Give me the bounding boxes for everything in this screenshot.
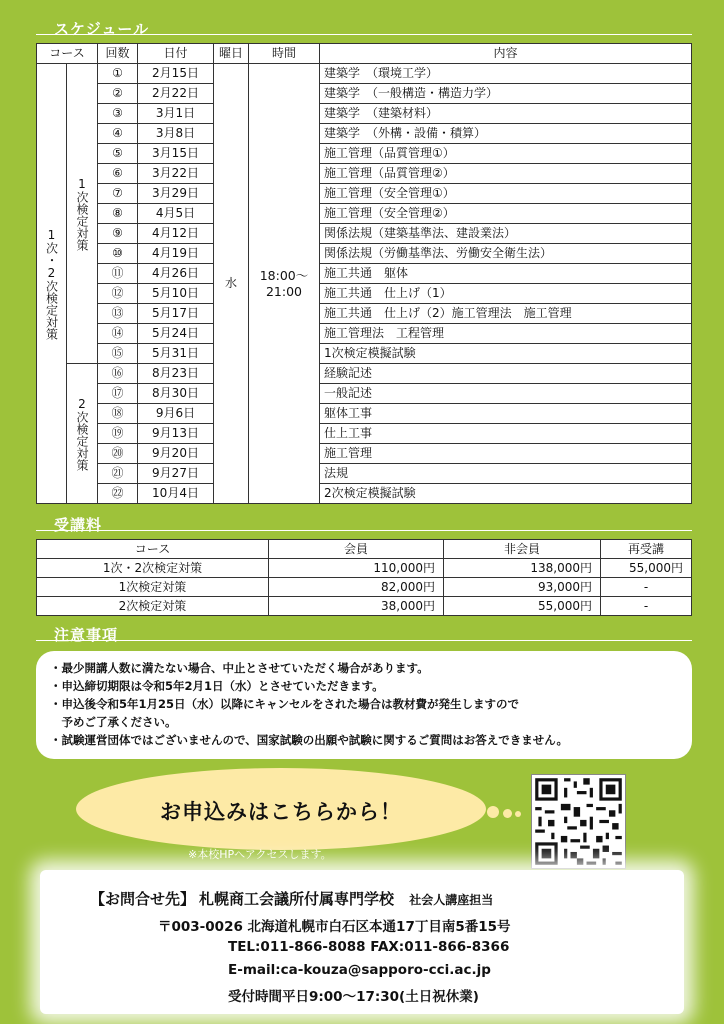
bubble-dot xyxy=(503,809,512,818)
session-number: ⑬ xyxy=(98,304,138,324)
notes-section-header xyxy=(36,624,692,644)
session-date: 9月20日 xyxy=(138,444,214,464)
course-1-cell xyxy=(67,64,98,364)
table-row xyxy=(37,464,692,484)
table-row xyxy=(37,244,692,264)
session-number: ⑪ xyxy=(98,264,138,284)
session-number: ⑮ xyxy=(98,344,138,364)
session-number: ⑰ xyxy=(98,384,138,404)
session-content: 建築学 （建築材料） xyxy=(320,104,692,124)
table-row xyxy=(37,364,692,384)
divider xyxy=(36,34,692,35)
session-date: 10月4日 xyxy=(138,484,214,504)
session-date: 2月22日 xyxy=(138,84,214,104)
course-2-label: 2次検定対策 xyxy=(75,396,89,471)
table-row xyxy=(37,324,692,344)
fee-member: 110,000円 xyxy=(269,559,444,578)
schedule-header-row xyxy=(37,44,692,64)
session-date: 4月5日 xyxy=(138,204,214,224)
session-date: 5月31日 xyxy=(138,344,214,364)
table-row xyxy=(37,484,692,504)
contact-label: 【お問合せ先】 xyxy=(90,890,196,908)
session-number: ⑤ xyxy=(98,144,138,164)
session-date: 3月1日 xyxy=(138,104,214,124)
session-content: 施工管理（安全管理①） xyxy=(320,184,692,204)
session-date: 4月19日 xyxy=(138,244,214,264)
session-number: ⑩ xyxy=(98,244,138,264)
divider xyxy=(36,640,692,641)
session-date: 2月15日 xyxy=(138,64,214,84)
fee-nonmember: 93,000円 xyxy=(444,578,601,597)
table-row xyxy=(37,204,692,224)
table-row xyxy=(37,424,692,444)
note-item: ・申込後令和5年1月25日（水）以降にキャンセルをされた場合は教材費が発生しますので xyxy=(50,697,520,711)
session-content: 一般記述 xyxy=(320,384,692,404)
qr-code[interactable] xyxy=(531,774,626,869)
schedule-heading: スケジュール xyxy=(54,20,150,38)
contact-address: 〒003-0026 北海道札幌市白石区本通17丁目南5番15号 xyxy=(158,919,511,935)
weekday-cell: 水 xyxy=(214,64,249,504)
course-main-label: 1次・2次検定対策 xyxy=(44,227,59,340)
fee-member: 82,000円 xyxy=(269,578,444,597)
fee-retake: - xyxy=(601,578,692,597)
table-row xyxy=(37,144,692,164)
course-main-cell xyxy=(37,64,67,504)
contact-heading xyxy=(90,888,493,909)
table-row xyxy=(37,444,692,464)
session-date: 9月13日 xyxy=(138,424,214,444)
divider xyxy=(36,530,692,531)
contact-box xyxy=(40,870,684,1014)
fee-retake: 55,000円 xyxy=(601,559,692,578)
table-row xyxy=(37,344,692,364)
schedule-table xyxy=(36,43,692,504)
fee-course: 2次検定対策 xyxy=(37,597,269,616)
table-row xyxy=(37,304,692,324)
session-number: ⑧ xyxy=(98,204,138,224)
session-number: ⑫ xyxy=(98,284,138,304)
fee-member: 38,000円 xyxy=(269,597,444,616)
session-content: 施工管理法 工程管理 xyxy=(320,324,692,344)
table-row xyxy=(37,384,692,404)
session-content: 関係法規（労働基準法、労働安全衛生法） xyxy=(320,244,692,264)
session-number: ③ xyxy=(98,104,138,124)
contact-hours: 受付時間平日9:00～17:30(土日祝休業) xyxy=(228,989,479,1005)
header-content: 内容 xyxy=(320,44,692,64)
session-content: 施工共通 仕上げ（2）施工管理法 施工管理 xyxy=(320,304,692,324)
session-number: ⑯ xyxy=(98,364,138,384)
apply-bubble[interactable] xyxy=(80,772,482,846)
note-item: ・試験運営団体ではございませんので、国家試験の出願や試験に関するご質問はお答えできません。 xyxy=(50,733,568,747)
session-number: ④ xyxy=(98,124,138,144)
session-content: 施工管理（品質管理①） xyxy=(320,144,692,164)
fees-header-row xyxy=(37,540,692,559)
time-cell xyxy=(249,64,320,504)
bubble-dot xyxy=(487,806,499,818)
session-date: 8月30日 xyxy=(138,384,214,404)
session-date: 9月6日 xyxy=(138,404,214,424)
fees-header-course: コース xyxy=(37,540,269,559)
fee-nonmember: 138,000円 xyxy=(444,559,601,578)
contact-dept: 社会人講座担当 xyxy=(409,893,494,907)
session-date: 4月26日 xyxy=(138,264,214,284)
session-number: ⑥ xyxy=(98,164,138,184)
fee-course: 1次・2次検定対策 xyxy=(37,559,269,578)
session-content: 法規 xyxy=(320,464,692,484)
header-course: コース xyxy=(37,44,98,64)
session-date: 4月12日 xyxy=(138,224,214,244)
table-row xyxy=(37,264,692,284)
notes-heading: 注意事項 xyxy=(54,626,119,644)
fees-header-retake: 再受講 xyxy=(601,540,692,559)
table-row xyxy=(37,284,692,304)
contact-org: 札幌商工会議所付属専門学校 xyxy=(199,890,395,908)
contact-email[interactable]: E-mail:ca-kouza@sapporo-cci.ac.jp xyxy=(228,962,491,978)
session-content: 施工共通 仕上げ（1） xyxy=(320,284,692,304)
session-content: 施工管理（安全管理②） xyxy=(320,204,692,224)
session-number: ② xyxy=(98,84,138,104)
session-number: ⑲ xyxy=(98,424,138,444)
fees-heading: 受講料 xyxy=(54,516,103,534)
session-content: 建築学 （外構・設備・積算） xyxy=(320,124,692,144)
session-date: 5月17日 xyxy=(138,304,214,324)
session-date: 3月29日 xyxy=(138,184,214,204)
table-row xyxy=(37,84,692,104)
session-date: 5月10日 xyxy=(138,284,214,304)
session-number: ㉑ xyxy=(98,464,138,484)
note-item: 予めご了承ください。 xyxy=(50,715,177,729)
header-no: 回数 xyxy=(98,44,138,64)
session-content: 仕上工事 xyxy=(320,424,692,444)
session-content: 建築学 （環境工学） xyxy=(320,64,692,84)
table-row xyxy=(37,578,692,597)
course-1-label: 1次検定対策 xyxy=(75,176,89,251)
notes-box xyxy=(36,651,692,759)
session-date: 9月27日 xyxy=(138,464,214,484)
table-row xyxy=(37,224,692,244)
session-content: 1次検定模擬試験 xyxy=(320,344,692,364)
table-row xyxy=(37,184,692,204)
session-date: 3月15日 xyxy=(138,144,214,164)
fees-table xyxy=(36,539,692,616)
session-number: ㉒ xyxy=(98,484,138,504)
session-content: 建築学 （一般構造・構造力学） xyxy=(320,84,692,104)
session-number: ⑱ xyxy=(98,404,138,424)
session-content: 施工共通 躯体 xyxy=(320,264,692,284)
table-row xyxy=(37,164,692,184)
header-time: 時間 xyxy=(249,44,320,64)
table-row xyxy=(37,404,692,424)
session-content: 施工管理 xyxy=(320,444,692,464)
session-number: ⑦ xyxy=(98,184,138,204)
table-row xyxy=(37,124,692,144)
note-item: ・最少開講人数に満たない場合、中止とさせていただく場合があります。 xyxy=(50,661,429,675)
session-date: 3月8日 xyxy=(138,124,214,144)
schedule-section-header xyxy=(36,18,692,38)
session-date: 3月22日 xyxy=(138,164,214,184)
session-content: 関係法規（建築基準法、建設業法） xyxy=(320,224,692,244)
session-number: ⑳ xyxy=(98,444,138,464)
session-date: 8月23日 xyxy=(138,364,214,384)
fee-retake: - xyxy=(601,597,692,616)
table-row xyxy=(37,597,692,616)
contact-tel-fax: TEL:011-866-8088 FAX:011-866-8366 xyxy=(228,939,510,955)
time-label: 18:00～ 21:00 xyxy=(259,267,309,299)
qr-code-icon xyxy=(532,775,625,868)
session-number: ⑭ xyxy=(98,324,138,344)
session-number: ⑨ xyxy=(98,224,138,244)
fees-header-nonmember: 非会員 xyxy=(444,540,601,559)
table-row xyxy=(37,64,692,84)
session-content: 経験記述 xyxy=(320,364,692,384)
session-content: 2次検定模擬試験 xyxy=(320,484,692,504)
header-weekday: 曜日 xyxy=(214,44,249,64)
session-content: 躯体工事 xyxy=(320,404,692,424)
table-row xyxy=(37,104,692,124)
fees-header-member: 会員 xyxy=(269,540,444,559)
bubble-dot xyxy=(515,811,521,817)
session-date: 5月24日 xyxy=(138,324,214,344)
fees-section-header xyxy=(36,514,692,534)
session-content: 施工管理（品質管理②） xyxy=(320,164,692,184)
fee-nonmember: 55,000円 xyxy=(444,597,601,616)
table-row xyxy=(37,559,692,578)
apply-note: ※本校HPへアクセスします。 xyxy=(188,848,332,861)
header-date: 日付 xyxy=(138,44,214,64)
note-item: ・申込締切期限は令和5年2月1日（水）とさせていただきます。 xyxy=(50,679,384,693)
apply-text: お申込みはこちらから！ xyxy=(160,800,402,824)
fee-course: 1次検定対策 xyxy=(37,578,269,597)
course-2-cell xyxy=(67,364,98,504)
session-number: ① xyxy=(98,64,138,84)
